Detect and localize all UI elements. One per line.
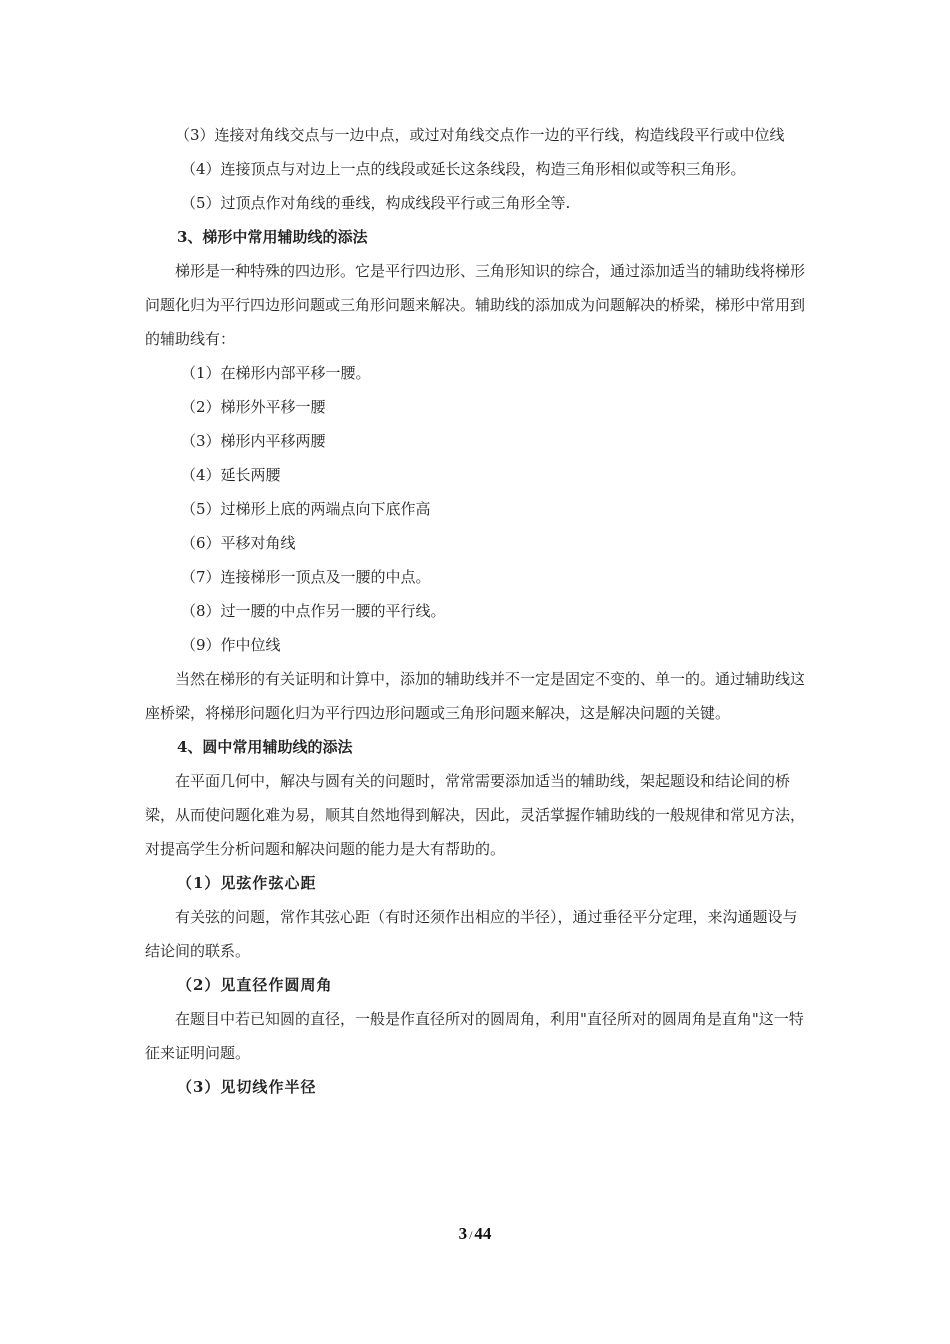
list-item: （6）平移对角线	[181, 534, 296, 552]
page-separator: /	[469, 1228, 473, 1242]
paragraph-diagonal-midpoint: （3）连接对角线交点与一边中点，或过对角线交点作一边的平行线，构造线段平行或中位线	[175, 126, 785, 144]
list-item: （9）作中位线	[181, 636, 281, 654]
paragraph-trapezoid-summary: 当然在梯形的有关证明和计算中，添加的辅助线并不一定是固定不变的、单一的。通过辅助线这座桥梁，将梯形问题化归为平行四边形问题或三角形问题来解决，这是解决问题的关键。	[145, 670, 806, 722]
list-item: （4）延长两腰	[181, 466, 281, 484]
page-number	[0, 1224, 950, 1244]
paragraph-trapezoid-intro: 梯形是一种特殊的四边形。它是平行四边形、三角形知识的综合，通过添加适当的辅助线将梯形问题化归为平行四边形问题或三角形问题来解决。辅助线的添加成为问题解决的桥梁，梯形中常用到的辅助线有：	[145, 262, 806, 348]
section-heading-circle: 4、圆中常用辅助线的添法	[177, 738, 353, 756]
list-item: （2）梯形外平移一腰	[181, 398, 326, 416]
list-item: （4）连接顶点与对边上一点的线段或延长这条线段，构造三角形相似或等积三角形。	[181, 160, 746, 178]
subheading-tangent: （3）见切线作半径	[177, 1078, 317, 1096]
subheading-diameter: （2）见直径作圆周角	[177, 976, 333, 994]
section-heading-trapezoid: 3、梯形中常用辅助线的添法	[177, 228, 368, 246]
list-item: （7）连接梯形一顶点及一腰的中点。	[181, 568, 431, 586]
list-item: （3）梯形内平移两腰	[181, 432, 326, 450]
paragraph-circle-intro: 在平面几何中，解决与圆有关的问题时，常常需要添加适当的辅助线，架起题设和结论间的桥梁，从而使问题化难为易，顺其自然地得到解决，因此，灵活掌握作辅助线的一般规律和常见方法，对提高学生分析问题和解决问题的能力是大有帮助的。	[145, 772, 806, 858]
paragraph-diameter: 在题目中若已知圆的直径，一般是作直径所对的圆周角，利用"直径所对的圆周角是直角"这一特征来证明问题。	[145, 1010, 804, 1062]
list-item: （1）在梯形内部平移一腰。	[181, 364, 371, 382]
list-item: （8）过一腰的中点作另一腰的平行线。	[181, 602, 446, 620]
paragraph-chord: 有关弦的问题，常作其弦心距（有时还须作出相应的半径），通过垂径平分定理，来沟通题设与结论间的联系。	[145, 908, 798, 960]
page-content	[145, 118, 810, 1104]
list-item: （5）过顶点作对角线的垂线，构成线段平行或三角形全等.	[181, 194, 571, 212]
page-total: 44	[474, 1224, 492, 1243]
list-item: （5）过梯形上底的两端点向下底作高	[181, 500, 431, 518]
page-current: 3	[458, 1224, 468, 1243]
subheading-chord: （1）见弦作弦心距	[177, 874, 317, 892]
